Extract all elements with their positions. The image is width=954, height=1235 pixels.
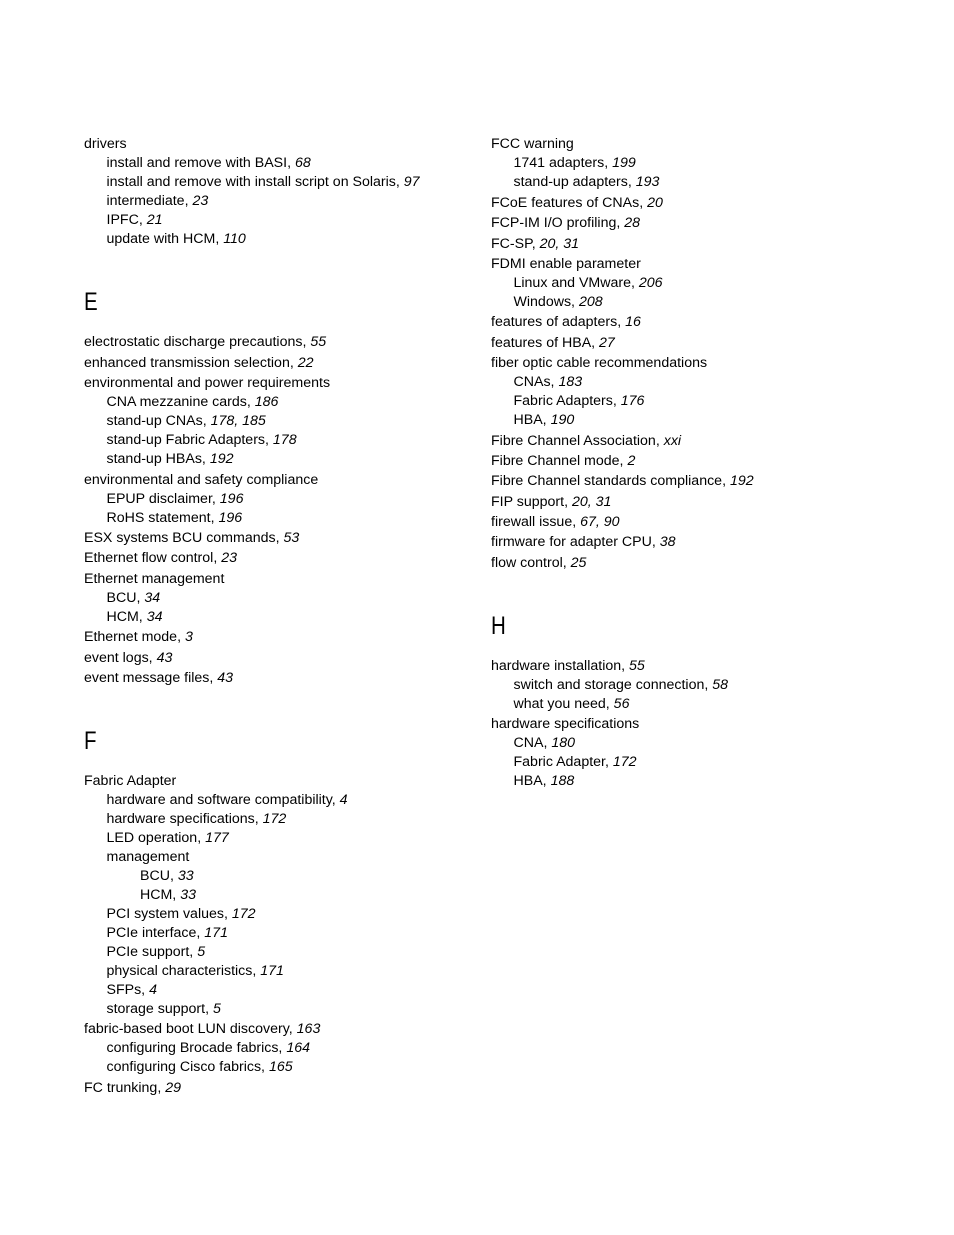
index-subentry [84, 1058, 464, 1077]
page-reference-link[interactable]: xxi [659, 432, 682, 449]
entry-term: 1741 adapters, [513, 155, 609, 172]
entry-term: FCP-IM I/O profiling, [491, 215, 621, 232]
index-entry [84, 1020, 464, 1039]
page-reference-link[interactable]: 43 [213, 669, 234, 686]
index-subentry [84, 154, 464, 173]
index-entry [491, 313, 891, 332]
index-subentry [84, 450, 464, 469]
index-subentry [84, 810, 464, 829]
section-heading: H [491, 611, 506, 640]
entry-term: hardware installation, [491, 657, 626, 674]
index-entry [491, 533, 891, 552]
index-entry [491, 214, 891, 233]
entry-term: configuring Cisco fabrics, [106, 1059, 265, 1076]
index-subentry [491, 373, 891, 392]
page-reference-link[interactable]: 110 [219, 231, 246, 248]
index-subentry [84, 1000, 464, 1019]
entry-term: CNA mezzanine cards, [106, 394, 251, 411]
entry-term: HBA, [513, 773, 547, 790]
index-subentry [84, 905, 464, 924]
index-entry [491, 513, 891, 532]
entry-term: what you need, [513, 695, 610, 712]
entry-term: hardware specifications, [106, 810, 259, 827]
entry-term: FDMI enable parameter [491, 255, 641, 272]
page-reference-link[interactable]: 176 [616, 393, 645, 410]
entry-term: stand-up Fabric Adapters, [106, 432, 269, 449]
page-reference-link[interactable]: 188 [546, 773, 575, 790]
entry-term: Ethernet mode, [84, 629, 182, 646]
entry-term: Fibre Channel Association, [491, 432, 660, 449]
page-reference-link[interactable]: 38 [655, 534, 676, 551]
index-subentry [491, 772, 891, 791]
index-subentry [84, 886, 464, 905]
entry-term: FC-SP, [491, 235, 536, 252]
index-subentry [84, 962, 464, 981]
page-reference-link[interactable]: 20, 31 [535, 235, 580, 252]
index-subentry [84, 412, 464, 431]
page-reference-link[interactable]: 206 [634, 274, 663, 291]
index-entry [491, 354, 891, 373]
page-reference-link[interactable]: 196 [215, 490, 244, 507]
page-reference-link[interactable]: 178 [268, 432, 297, 449]
entry-term: flow control, [491, 554, 567, 571]
page-reference-link[interactable]: 164 [282, 1040, 310, 1057]
entry-term: firmware for adapter CPU, [491, 534, 656, 551]
entry-term: IPFC, [106, 212, 143, 229]
entry-term: Windows, [513, 293, 575, 310]
index-subentry [491, 392, 891, 411]
page-reference-link[interactable]: 16 [621, 314, 641, 331]
page-reference-link[interactable]: 27 [595, 334, 615, 351]
page-reference-link[interactable]: 55 [625, 657, 645, 674]
page-reference-link[interactable]: 5 [193, 943, 206, 960]
entry-term: physical characteristics, [106, 962, 257, 979]
page-reference-link[interactable]: 25 [566, 554, 587, 571]
entry-term: firewall issue, [491, 514, 577, 531]
index-entry [491, 432, 891, 451]
page-reference-link[interactable]: 5 [209, 1000, 221, 1017]
index-subentry [84, 431, 464, 450]
index-entry [84, 669, 464, 688]
page-reference-link[interactable]: 23 [217, 550, 238, 567]
entry-term: event logs, [84, 649, 153, 666]
entry-term: Fabric Adapters, [513, 393, 617, 410]
section-heading: E [84, 288, 98, 317]
entry-term: electrostatic discharge precautions, [84, 334, 307, 351]
page-reference-link[interactable]: 196 [214, 509, 243, 526]
page-reference-link[interactable]: 58 [708, 676, 729, 693]
page-reference-link[interactable]: 33 [173, 867, 194, 884]
entry-term: PCIe support, [106, 943, 194, 960]
page-reference-link[interactable]: 68 [291, 155, 311, 172]
entry-term: storage support, [106, 1000, 210, 1017]
page-reference-link[interactable]: 29 [161, 1079, 182, 1096]
index-subentry [84, 393, 464, 412]
page-reference-link[interactable]: 163 [292, 1021, 321, 1038]
index-subentry [84, 1039, 464, 1058]
index-entry [491, 554, 891, 573]
page-reference-link[interactable]: 53 [279, 529, 300, 546]
index-subentry [84, 509, 464, 528]
index-subentry [491, 734, 891, 753]
page-reference-link[interactable]: 171 [200, 924, 228, 941]
index-entry [491, 657, 891, 676]
entry-term: PCI system values, [106, 905, 228, 922]
page-reference-link[interactable]: 2 [623, 452, 636, 469]
index-entry [84, 374, 464, 393]
index-entry [491, 493, 891, 512]
index-entry [491, 472, 891, 491]
page-reference-link[interactable]: 177 [201, 829, 229, 846]
index-subentry [84, 211, 464, 230]
entry-term: Fabric Adapter [84, 772, 177, 789]
entry-term: FCoE features of CNAs, [491, 194, 644, 211]
entry-term: fabric-based boot LUN discovery, [84, 1021, 293, 1038]
entry-term: PCIe interface, [106, 924, 201, 941]
index-entry [84, 529, 464, 548]
entry-term: Fibre Channel mode, [491, 452, 624, 469]
entry-term: CNAs, [513, 374, 555, 391]
page-reference-link[interactable]: 190 [546, 412, 575, 429]
page-reference-link[interactable]: 178, 185 [206, 413, 266, 430]
page-reference-link[interactable]: 172 [227, 905, 256, 922]
index-subentry [491, 695, 891, 714]
index-entry [84, 649, 464, 668]
entry-term: enhanced transmission selection, [84, 354, 294, 371]
entry-term: stand-up HBAs, [106, 451, 206, 468]
page-reference-link[interactable]: 34 [140, 589, 161, 606]
page-reference-link[interactable]: 192 [726, 473, 754, 490]
entry-term: Ethernet flow control, [84, 550, 218, 567]
entry-term: features of HBA, [491, 334, 596, 351]
index-subentry [491, 293, 891, 312]
index-subentry [84, 829, 464, 848]
entry-term: environmental and safety compliance [84, 471, 319, 488]
index-entry [491, 715, 891, 734]
page-reference-link[interactable]: 186 [250, 394, 279, 411]
index-subentry [84, 173, 464, 192]
entry-term: FIP support, [491, 493, 569, 510]
entry-term: hardware and software compatibility, [106, 791, 336, 808]
index-subentry [84, 791, 464, 810]
entry-term: stand-up CNAs, [106, 413, 207, 430]
page-reference-link[interactable]: 165 [265, 1059, 293, 1076]
page-reference-link[interactable]: 20, 31 [568, 493, 612, 510]
page-reference-link[interactable]: 67, 90 [576, 514, 620, 531]
entry-term: CNA, [513, 735, 548, 752]
index-subentry [84, 490, 464, 509]
entry-term: fiber optic cable recommendations [491, 355, 708, 372]
entry-term: Linux and VMware, [513, 274, 635, 291]
entry-term: ESX systems BCU commands, [84, 529, 280, 546]
page-reference-link[interactable]: 56 [609, 695, 630, 712]
page-reference-link[interactable]: 20 [643, 194, 663, 211]
entry-term: RoHS statement, [106, 509, 215, 526]
page-reference-link[interactable]: 172 [608, 754, 637, 771]
index-subentry [491, 173, 891, 192]
index-entry [84, 1079, 464, 1098]
page-reference-link[interactable]: 55 [306, 334, 327, 351]
index-subentry [84, 848, 464, 867]
entry-term: install and remove with install script on Solaris, [106, 174, 400, 191]
page-reference-link[interactable]: 199 [608, 155, 636, 172]
index-subentry [84, 981, 464, 1000]
index-subentry [491, 154, 891, 173]
entry-term: install and remove with BASI, [106, 155, 292, 172]
index-subentry [84, 192, 464, 211]
entry-term: FC trunking, [84, 1079, 162, 1096]
entry-term: features of adapters, [491, 314, 622, 331]
page-reference-link[interactable]: 4 [145, 981, 157, 998]
index-entry [491, 194, 891, 213]
index-entry [84, 772, 464, 791]
entry-term: environmental and power requirements [84, 375, 331, 392]
entry-term: hardware specifications [491, 716, 640, 733]
entry-term: FCC warning [491, 136, 574, 153]
page-reference-link[interactable]: 34 [142, 608, 163, 625]
index-entry [84, 354, 464, 373]
index-entry [491, 135, 891, 154]
index-subentry [84, 589, 464, 608]
index-entry [491, 235, 891, 254]
index-subentry [84, 943, 464, 962]
entry-term: management [106, 848, 190, 865]
entry-term: switch and storage connection, [513, 676, 709, 693]
entry-term: LED operation, [106, 829, 202, 846]
index-entry [84, 471, 464, 490]
index-entry [491, 452, 891, 471]
page-reference-link[interactable]: 183 [554, 374, 583, 391]
page-reference-link[interactable]: 33 [176, 886, 196, 903]
page-reference-link[interactable]: 43 [152, 649, 173, 666]
section-heading: F [84, 726, 97, 755]
entry-term: Ethernet management [84, 570, 225, 587]
page-reference-link[interactable]: 171 [256, 962, 284, 979]
entry-term: Fabric Adapter, [513, 754, 609, 771]
index-subentry [84, 924, 464, 943]
page-reference-link[interactable]: 28 [620, 215, 641, 232]
entry-term: event message files, [84, 669, 214, 686]
index-column-right [491, 134, 891, 791]
page-reference-link[interactable]: 193 [631, 174, 660, 191]
index-column-left [84, 134, 464, 1098]
entry-term: HCM, [106, 608, 143, 625]
index-entry [84, 549, 464, 568]
index-subentry [84, 867, 464, 886]
entry-term: Fibre Channel standards compliance, [491, 473, 727, 490]
index-subentry [491, 411, 891, 430]
index-entry [84, 628, 464, 647]
entry-term: update with HCM, [106, 231, 220, 248]
index-subentry [491, 753, 891, 772]
index-subentry [491, 676, 891, 695]
page-reference-link[interactable]: 180 [547, 735, 576, 752]
page-reference-link[interactable]: 21 [142, 212, 163, 229]
index-entry [84, 135, 464, 154]
entry-term: SFPs, [106, 981, 146, 998]
index-subentry [84, 230, 464, 249]
page-reference-link[interactable]: 172 [258, 810, 287, 827]
entry-term: EPUP disclaimer, [106, 490, 216, 507]
page-reference-link[interactable]: 97 [399, 174, 420, 191]
entry-term: HBA, [513, 412, 547, 429]
index-entry [491, 334, 891, 353]
page-reference-link[interactable]: 208 [575, 293, 603, 310]
entry-term: BCU, [140, 867, 174, 884]
page-reference-link[interactable]: 3 [181, 629, 193, 646]
entry-term: stand-up adapters, [513, 174, 632, 191]
index-subentry [491, 274, 891, 293]
page-reference-link[interactable]: 4 [335, 791, 348, 808]
entry-term: BCU, [106, 589, 141, 606]
entry-term: configuring Brocade fabrics, [106, 1040, 283, 1057]
page-reference-link[interactable]: 192 [205, 451, 234, 468]
page-reference-link[interactable]: 22 [293, 354, 314, 371]
index-entry [84, 333, 464, 352]
index-entry [491, 255, 891, 274]
page-reference-link[interactable]: 23 [188, 193, 209, 210]
entry-term: intermediate, [106, 193, 189, 210]
entry-term: drivers [84, 136, 127, 153]
entry-term: HCM, [140, 886, 177, 903]
index-subentry [84, 608, 464, 627]
index-entry [84, 570, 464, 589]
